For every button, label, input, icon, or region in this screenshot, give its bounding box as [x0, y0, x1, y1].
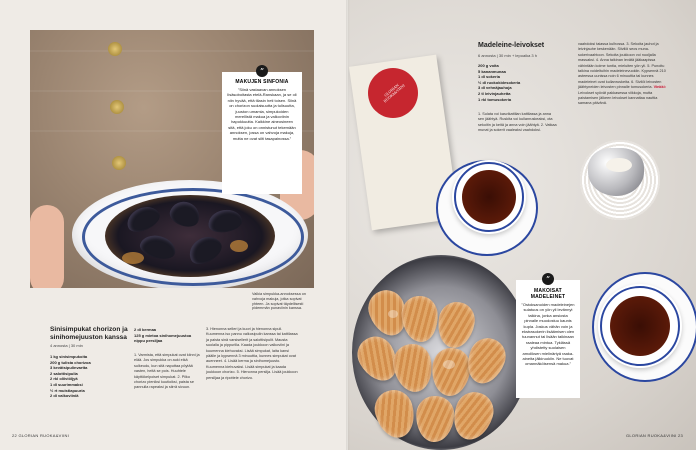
ingredient: 200 g voita — [478, 63, 499, 68]
ingredient: 1 kg sinisimpukoita — [50, 354, 88, 359]
ingredients-list — [50, 354, 130, 399]
ingredient: 5 kananmunaa — [478, 68, 506, 74]
sweater-button — [110, 100, 124, 114]
silver-creamer — [588, 148, 644, 196]
ingredient: 2 tl leivinjauhetta — [478, 90, 511, 96]
ingredient: 1 dl sokeria — [478, 74, 501, 80]
broth — [230, 240, 248, 252]
recipe-steps-1: 1. Varmista, että simpukat ovat kiinni ja elää. Jos simpukka on auki eikä sulkeudu, kun sitä naputtaa pöytää vasten, heitä se pois. Huuhtele käyttökelpoiset simpukat. 2. Pilko chorizo pieniksi kuutioiksi, paista se pannulla rapeaksi ja siirrä sivuun. — [134, 353, 200, 390]
ingredient: nippu persiljaa — [134, 338, 163, 344]
recipe-title: Madeleine-leivokset — [478, 42, 545, 49]
ingredients-list — [478, 63, 558, 102]
quote-text: ”Ostoksanoiden madeleinejen sulatuus on yön yli levännyt taikina, jonka ansiosta pinnalle muodostuu kaunis kupla. Joskus vähän voin ja ekstrasokerin lisäämisen olen tuunannut tai lisään taikinaan raaleaa mintua. Tyklässä yhdistetty suolaisen amoliksen mielinärtyä raaka-aineita jälkiruokiin. Ne tuovat omannäköisensä makua.” — [521, 302, 575, 367]
tip-label: Vinkki: — [653, 85, 666, 90]
ingredients-list-2 — [134, 327, 202, 344]
quote-title: MAKUJEN SINFONIA — [235, 79, 289, 85]
recipe-steps-2: 3. Hienonna selleri ja kuori ja hienonna sipuli. Kuumenna iso pannu valkosipulin kanssa tai kattilassa ja paista sinä varsisellerit ja salottisipulit. Mausta suolalla ja pippurilla. Kaada joukkoon valkoviini ja kuumenna kiehuvaksi. Lisää simpukat, laita kansi päälle ja kypsennä 3 minuuttia, kunnes simpukat ovat auenneet. 4. Lisää kerma ja sinihomejuusto. Kuumenna kiehuvaksi. Lisää simpukat ja kaada joukkoon chorizo. 5. Hienonna persilja. Lisää joukkoon persiljaa ja ripottele chorizo. — [206, 327, 298, 380]
powdered-sugar — [443, 360, 455, 369]
ingredient: ½ dl ruokokidesokeria — [478, 79, 521, 85]
sweater-button — [112, 156, 126, 170]
quote-mark-icon: ” — [542, 273, 554, 285]
ingredient: ½ rt muistiapuuria — [50, 387, 85, 393]
ingredient: 2 dl kermaa — [134, 327, 157, 332]
tip-text: Leivokset syövät pakkasessa viikkoja, mutta paistamisen jälkeen leivokset kannattaa nauttia samana päivänä. — [578, 90, 658, 106]
page-folio-left: 22 GLORIAN RUOKA&VIINI — [12, 433, 70, 438]
quote-text: ”Siinä vastaavan annoksen lisäsoboitasta etelä-Ranskaan, ja se oli niin hyvää, että tilasin heti toisen. Siinä on chorizon suolaisuutta ja tulisuutta, juuston umamia, simpukoiden merellistä makua ja valkoviinin hapokkuutta. Kaikkine aineosineen sitä, että joku on onnistunut tekemään annoksen, jossa on vahvoja makuja, mutta ne ovat silti tasapainossa.” — [227, 87, 297, 141]
sweater-texture — [30, 50, 314, 52]
broth — [122, 252, 144, 264]
ingredient: 2 salottisipulia — [50, 370, 78, 376]
sweater-button — [108, 42, 122, 56]
quote-mark-icon: ” — [256, 65, 268, 77]
recipe-steps-2 — [578, 42, 670, 107]
ingredient: 1 dl suurimmaksi — [50, 381, 83, 387]
ingredient: 2 dl valkoviiniä — [50, 393, 79, 399]
book-seal — [368, 68, 418, 118]
left-hand — [30, 205, 64, 288]
page-folio-right: GLORIAN RUOKA&VIINI 23 — [626, 433, 684, 438]
cream — [606, 158, 632, 172]
ingredient: 3 dl vehnäjauhoja — [478, 85, 512, 91]
quote-box — [516, 275, 580, 398]
recipe-meta: 4 annosta | 30 min — [50, 343, 83, 348]
right-page — [348, 0, 696, 450]
tea — [610, 296, 670, 356]
ingredient: 3 kevätsipulinvartta — [50, 365, 88, 371]
powdered-sugar — [388, 310, 398, 318]
photo-caption: Valkia simpukka-annoksessa on vahvoja makuja, jotka sopivat yhteen. Ja sopivat täydellisesti pidemmän punaviinin kanssa. — [252, 292, 306, 311]
book-seal-text: GLORIAN RUOKA&VIINI — [382, 83, 406, 104]
recipe-steps-1: 1. Sulata voi kasvikattilan kattilassa ja anna sen jäähtyä. Ruskita voi kullanruskeaksi, ota sekoitin ja keitä ja anna voin jäähtyä. 2. Vatkaa munat ja sokerit vaaleaksi vaahdoksi. — [478, 112, 557, 133]
recipe-meta: 6 annosta | 30 min + lepoaika 3 h — [478, 53, 537, 58]
quote-title: MAKOISAT MADELEINET — [530, 288, 566, 300]
recipe-steps-2-text: vaahdoksi taiassa kulhossa. 3. Sekoita jauhot ja leivinjauhe keskenään. Siivilöi seos muna-sokerivaahtoon. Sekoita joukkoon voi nuoljalla massaksi. 4. Anna taikinan levätä jääkaapissa vähintään kolme tuntia, mieluiten yön yli. 5. Punoitu taikina voideltuihin madeleinevuokiin. Kypsennä 210 asteessa uunissa noin 6 minuuttia tai kunnes madeleinet ovat kullanruskeita. 6. Sivilöi leivosten jäähtyneiden leivosten pinnalle tomusokeria. — [578, 42, 666, 90]
ingredient: 1 rkl tomusokeria — [478, 96, 512, 102]
recipe-title: Sinisimpukat chorizon ja sinihomejuuston kanssa — [50, 326, 128, 341]
ingredient: 2 rkl oliiviöljyä — [50, 376, 78, 382]
spread-gutter — [346, 0, 350, 450]
quote-box — [222, 67, 302, 194]
ingredient: 125 g mietoa sinihomejuustoa — [134, 332, 192, 338]
ingredient: 200 g tulista chorizoa — [50, 359, 91, 365]
tea — [462, 170, 516, 224]
